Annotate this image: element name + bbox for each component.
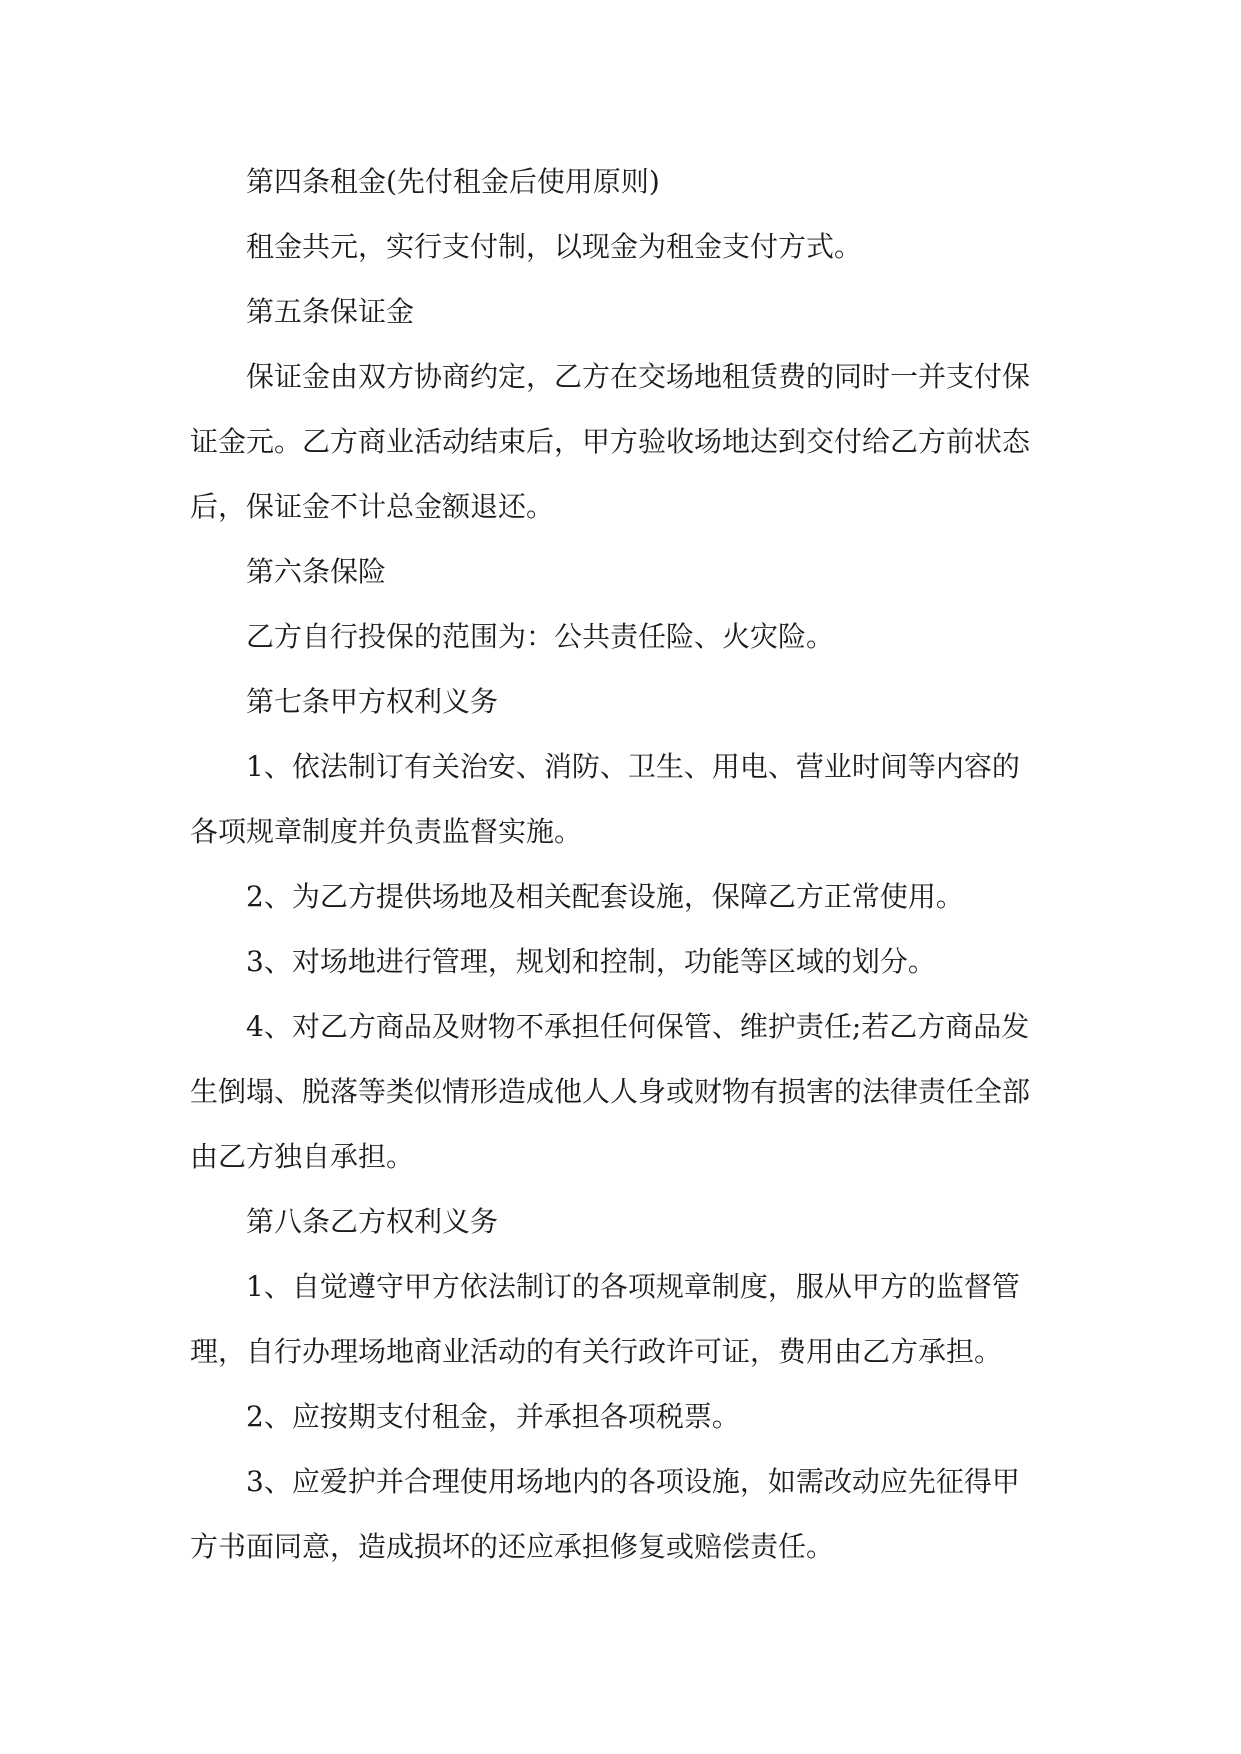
- article-8-item-2: [190, 1397, 1062, 1462]
- article-6-paragraph: [190, 617, 1062, 682]
- article-6-heading: [190, 552, 1062, 617]
- paragraph-line: 保证金由双方协商约定，乙方在交场地租赁费的同时一并支付保: [246, 360, 1031, 393]
- paragraph-line: 1、依法制订有关治安、消防、卫生、用电、营业时间等内容的: [246, 750, 1020, 783]
- paragraph-line: 第六条保险: [246, 555, 387, 588]
- article-5-heading: [190, 292, 1062, 357]
- paragraph-line: 由乙方独自承担。: [190, 1140, 415, 1173]
- article-7-item-1: [190, 747, 1062, 877]
- paragraph-line: 3、应爱护并合理使用场地内的各项设施，如需改动应先征得甲: [246, 1465, 1020, 1498]
- article-4-paragraph: [190, 227, 1062, 292]
- paragraph-line: 2、应按期支付租金，并承担各项税票。: [246, 1400, 740, 1433]
- article-4-heading: [190, 162, 1062, 227]
- article-7-item-2: [190, 877, 1062, 942]
- paragraph-line: 理，自行办理场地商业活动的有关行政许可证，费用由乙方承担。: [190, 1335, 1003, 1368]
- paragraph-line: 方书面同意，造成损坏的还应承担修复或赔偿责任。: [190, 1530, 835, 1563]
- paragraph-line: 租金共元，实行支付制，以现金为租金支付方式。: [246, 230, 863, 263]
- document-body: [190, 162, 1062, 1592]
- paragraph-line: 乙方自行投保的范围为：公共责任险、火灾险。: [246, 620, 835, 653]
- paragraph-line: 2、为乙方提供场地及相关配套设施，保障乙方正常使用。: [246, 880, 964, 913]
- paragraph-line: 第四条租金(先付租金后使用原则): [246, 165, 660, 198]
- paragraph-line: 1、自觉遵守甲方依法制订的各项规章制度，服从甲方的监督管: [246, 1270, 1020, 1303]
- paragraph-line: 证金元。乙方商业活动结束后，甲方验收场地达到交付给乙方前状态: [190, 425, 1031, 458]
- paragraph-line: 各项规章制度并负责监督实施。: [190, 815, 583, 848]
- article-8-item-3: [190, 1462, 1062, 1592]
- paragraph-line: 4、对乙方商品及财物不承担任何保管、维护责任;若乙方商品发: [246, 1010, 1030, 1043]
- article-8-item-1: [190, 1267, 1062, 1397]
- article-7-heading: [190, 682, 1062, 747]
- paragraph-line: 第七条甲方权利义务: [246, 685, 499, 718]
- paragraph-line: 第五条保证金: [246, 295, 415, 328]
- paragraph-line: 3、对场地进行管理，规划和控制，功能等区域的划分。: [246, 945, 936, 978]
- paragraph-line: 生倒塌、脱落等类似情形造成他人人身或财物有损害的法律责任全部: [190, 1075, 1031, 1108]
- paragraph-line: 第八条乙方权利义务: [246, 1205, 499, 1238]
- article-5-paragraph: [190, 357, 1062, 552]
- article-7-item-3: [190, 942, 1062, 1007]
- article-7-item-4: [190, 1007, 1062, 1202]
- paragraph-line: 后，保证金不计总金额退还。: [190, 490, 555, 523]
- article-8-heading: [190, 1202, 1062, 1267]
